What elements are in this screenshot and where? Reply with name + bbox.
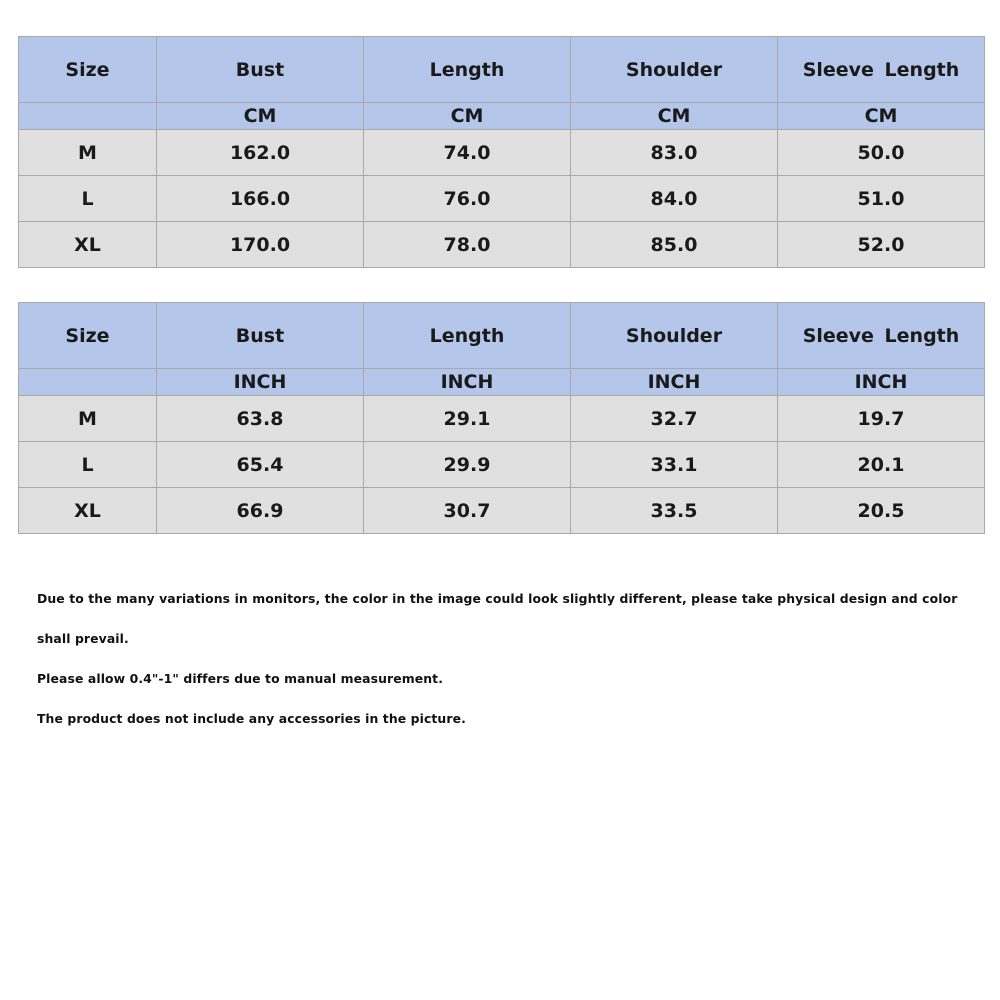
cell-sleeve-length: 20.5 (778, 488, 985, 534)
cell-length: 74.0 (364, 130, 571, 176)
cell-sleeve-length: 50.0 (778, 130, 985, 176)
cell-length: 30.7 (364, 488, 571, 534)
cell-size: XL (19, 222, 157, 268)
size-table-cm (18, 36, 985, 268)
cell-bust: 66.9 (157, 488, 364, 534)
cell-bust: 65.4 (157, 442, 364, 488)
cell-size: XL (19, 488, 157, 534)
cell-sleeve-length: 20.1 (778, 442, 985, 488)
cell-bust: 63.8 (157, 396, 364, 442)
cell-length: 78.0 (364, 222, 571, 268)
cell-length: 29.9 (364, 442, 571, 488)
cell-shoulder: 32.7 (571, 396, 778, 442)
unit-bust: INCH (157, 369, 364, 396)
table-row (19, 222, 985, 268)
unit-size (19, 369, 157, 396)
cell-size: L (19, 176, 157, 222)
header-bust: Bust (157, 303, 364, 369)
note-measurement-tolerance: Please allow 0.4"-1" differs due to manual measurement. (37, 671, 443, 686)
header-sleeve-length: Sleeve Length (778, 37, 985, 103)
note-monitor-variation-continued: shall prevail. (37, 631, 129, 646)
header-size: Size (19, 303, 157, 369)
size-table-inch (18, 302, 985, 534)
unit-length: CM (364, 103, 571, 130)
cell-sleeve-length: 52.0 (778, 222, 985, 268)
table-row (19, 442, 985, 488)
table-header-row (19, 303, 985, 369)
cell-length: 76.0 (364, 176, 571, 222)
cell-sleeve-length: 19.7 (778, 396, 985, 442)
unit-length: INCH (364, 369, 571, 396)
cell-size: L (19, 442, 157, 488)
cell-sleeve-length: 51.0 (778, 176, 985, 222)
cell-shoulder: 83.0 (571, 130, 778, 176)
header-shoulder: Shoulder (571, 303, 778, 369)
cell-length: 29.1 (364, 396, 571, 442)
unit-sleeve-length: CM (778, 103, 985, 130)
header-length: Length (364, 37, 571, 103)
note-accessories: The product does not include any accessories in the picture. (37, 711, 466, 726)
cell-shoulder: 84.0 (571, 176, 778, 222)
cell-bust: 166.0 (157, 176, 364, 222)
header-shoulder: Shoulder (571, 37, 778, 103)
cell-bust: 162.0 (157, 130, 364, 176)
header-length: Length (364, 303, 571, 369)
cell-shoulder: 85.0 (571, 222, 778, 268)
cell-shoulder: 33.1 (571, 442, 778, 488)
unit-row (19, 369, 985, 396)
notes (37, 579, 982, 739)
unit-shoulder: CM (571, 103, 778, 130)
cell-shoulder: 33.5 (571, 488, 778, 534)
cell-bust: 170.0 (157, 222, 364, 268)
cell-size: M (19, 396, 157, 442)
header-sleeve-length: Sleeve Length (778, 303, 985, 369)
cell-size: M (19, 130, 157, 176)
table-row (19, 396, 985, 442)
table-header-row (19, 37, 985, 103)
table-row (19, 488, 985, 534)
unit-size (19, 103, 157, 130)
unit-shoulder: INCH (571, 369, 778, 396)
header-bust: Bust (157, 37, 364, 103)
unit-bust: CM (157, 103, 364, 130)
table-row (19, 176, 985, 222)
header-size: Size (19, 37, 157, 103)
unit-row (19, 103, 985, 130)
note-monitor-variation: Due to the many variations in monitors, the color in the image could look slightly different, please take physical design and color (37, 591, 958, 606)
table-row (19, 130, 985, 176)
unit-sleeve-length: INCH (778, 369, 985, 396)
